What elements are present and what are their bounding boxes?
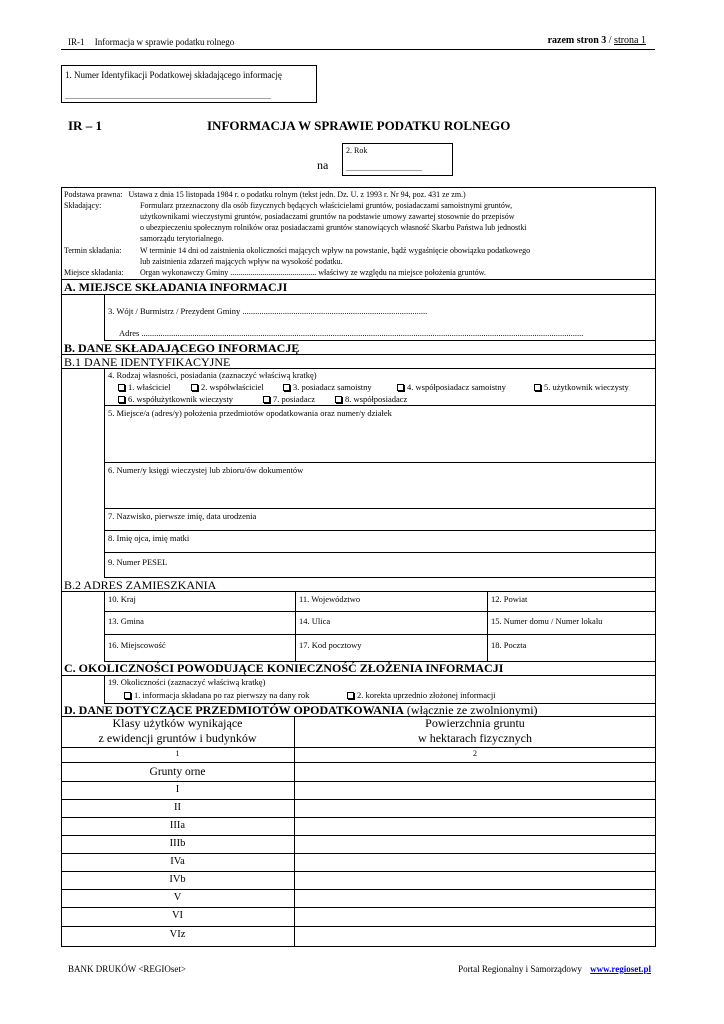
col2-number: 2 xyxy=(473,749,477,758)
option-owner[interactable] xyxy=(118,382,170,392)
page-title: INFORMACJA W SPRAWIE PODATKU ROLNEGO xyxy=(207,118,511,133)
year-label: 2. Rok xyxy=(346,146,368,155)
option-holder-label: 7. posiadacz xyxy=(273,394,316,404)
basis-row xyxy=(64,190,466,200)
checkbox-icon[interactable] xyxy=(534,384,541,391)
b2-title: B.2 ADRES ZAMIESZKANIA xyxy=(64,578,217,592)
filer-line-3: o ubezpieczeniu społecznym rolników oraz posiadaczami gruntów stanowiących własność Skarbu Państwa lub jednostki xyxy=(140,223,527,232)
row-class-ivb: IVb xyxy=(169,874,186,885)
field7-box[interactable] xyxy=(104,508,656,531)
option-independent-holder-label: 3. posiadacz samoistny xyxy=(293,382,372,392)
option-holder[interactable] xyxy=(263,394,315,404)
section-a-title: A. MIEJSCE SKŁADANIA INFORMACJI xyxy=(64,280,288,294)
col1-number: 1 xyxy=(175,749,180,758)
option-first-filing-label: 1. informacja składana po raz pierwszy na dany rok xyxy=(134,690,310,700)
col2-header-line1: Powierzchnia gruntu xyxy=(425,716,525,730)
option-perpetual-user[interactable] xyxy=(534,382,629,392)
option-co-holder[interactable] xyxy=(335,394,407,404)
col1-header-line2: z ewidencji gruntów i budynków xyxy=(98,731,257,745)
field19-box xyxy=(104,675,656,704)
section-d-title xyxy=(64,703,538,717)
city-field[interactable]: 16. Miejscowość xyxy=(108,640,166,650)
checkbox-icon[interactable] xyxy=(335,396,342,403)
form-title: Informacja w sprawie podatku rolnego xyxy=(94,37,235,47)
basis-label: Podstawa prawna: xyxy=(64,190,123,199)
field4-box xyxy=(104,368,656,406)
footer-link[interactable]: www.regioset.pl xyxy=(590,964,651,974)
address-label: Adres ................................................................................................................................................................................................................ xyxy=(119,328,584,338)
option-correction-label: 2. korekta uprzednio złożonej informacji xyxy=(357,690,496,700)
post-office-field[interactable]: 18. Poczta xyxy=(491,640,527,650)
row-line xyxy=(61,871,656,872)
commune-field[interactable]: 13. Gmina xyxy=(108,616,144,626)
deadline-line-1: W terminie 14 dni od zaistnienia okoliczności mających wpływ na powstanie, bądź wygaśnięcie obowiązku podatkowego xyxy=(140,246,531,255)
field6-label: 6. Numer/y księgi wieczystej lub zbioru/ów dokumentów xyxy=(108,465,304,475)
option-co-perpetual-user-label: 6. współużytkownik wieczysty xyxy=(128,394,234,404)
option-co-independent-holder[interactable] xyxy=(397,382,506,392)
checkbox-icon[interactable] xyxy=(118,384,125,391)
header-form-code xyxy=(68,37,234,47)
row-grunty-orne: Grunty orne xyxy=(149,766,206,778)
deadline-label: Termin składania: xyxy=(64,246,122,255)
nip-box[interactable] xyxy=(61,65,317,103)
deadline-line-2: lub zaistnienia zdarzeń mających wpływ na wysokość podatku. xyxy=(140,257,343,266)
field5-label: 5. Miejsce/a (adres/y) położenia przedmiotów opodatkowania oraz numer/y działek xyxy=(108,408,392,418)
option-first-filing[interactable] xyxy=(124,690,309,700)
row-class-vi: VI xyxy=(171,910,184,921)
row-line xyxy=(61,781,656,782)
nip-dots: ....................................................................................................... xyxy=(65,92,271,101)
voivodeship-field[interactable]: 11. Województwo xyxy=(299,594,361,604)
row-class-iiib: IIIb xyxy=(169,838,186,849)
footer-right xyxy=(458,964,651,974)
postal-code-field[interactable]: 17. Kod pocztowy xyxy=(299,640,362,650)
street-field[interactable]: 14. Ulica xyxy=(299,616,331,626)
field9-label: 9. Numer PESEL xyxy=(108,557,168,567)
filer-line-1: Formularz przeznaczony dla osób fizycznych będących właścicielami gruntów, posiadaczami samoistnymi gruntów, xyxy=(140,201,513,210)
option-independent-holder[interactable] xyxy=(283,382,372,392)
form-code-title: IR – 1 xyxy=(68,118,102,133)
field7-label: 7. Nazwisko, pierwsze imię, data urodzenia xyxy=(108,511,257,521)
basis-text: Ustawa z dnia 15 listopada 1984 r. o podatku rolnym (tekst jedn. Dz. U. z 1993 r. Nr 94, poz. 431 ze zm.) xyxy=(128,190,466,199)
address-col-line-2 xyxy=(487,591,488,662)
checkbox-icon[interactable] xyxy=(283,384,290,391)
row-line xyxy=(61,835,656,836)
row-line xyxy=(61,889,656,890)
field19-label: 19. Okoliczności (zaznaczyć właściwą kratkę) xyxy=(108,677,266,687)
filer-line-4: samorządu terytorialnego. xyxy=(140,234,224,243)
address-grid xyxy=(104,591,656,662)
field3-box[interactable] xyxy=(104,294,656,341)
nip-label: 1. Numer Identyfikacji Podatkowej składającego informację xyxy=(65,70,282,80)
year-dots: ...................................... xyxy=(346,164,422,173)
row-class-iiia: IIIa xyxy=(169,820,186,831)
field4-label: 4. Rodzaj własności, posiadania (zaznaczyć właściwą kratkę) xyxy=(108,370,317,380)
row-class-v: V xyxy=(173,892,182,903)
field8-box[interactable] xyxy=(104,530,656,553)
row-line xyxy=(61,926,656,927)
table-number-line xyxy=(61,762,656,763)
col1-header-line1: Klasy użytków wynikające xyxy=(112,716,243,730)
country-field[interactable]: 10. Kraj xyxy=(108,594,136,604)
field6-box[interactable] xyxy=(104,462,656,509)
section-d-title-main: D. DANE DOTYCZĄCE PRZEDMIOTÓW OPODATKOWANIA xyxy=(64,703,404,717)
address-row-line-1 xyxy=(104,611,656,612)
field3-label: 3. Wójt / Burmistrz / Prezydent Gminy ....................................................................................... xyxy=(108,306,428,316)
option-perpetual-user-label: 5. użytkownik wieczysty xyxy=(544,382,629,392)
year-prefix: na xyxy=(317,158,329,172)
section-b-title: B. DANE SKŁADAJĄCEGO INFORMACJĘ xyxy=(64,341,300,355)
section-c-title: C. OKOLICZNOŚCI POWODUJĄCE KONIECZNOŚĆ ZŁOŻENIA INFORMACJI xyxy=(64,661,504,675)
year-box[interactable] xyxy=(342,143,453,176)
field5-box[interactable] xyxy=(104,405,656,463)
row-class-i: I xyxy=(175,784,180,795)
option-co-independent-holder-label: 4. współposiadacz samoistny xyxy=(407,382,506,392)
row-class-ii: II xyxy=(174,802,181,813)
checkbox-icon[interactable] xyxy=(118,396,125,403)
field8-label: 8. Imię ojca, imię matki xyxy=(108,533,190,543)
footer-left: BANK DRUKÓW <REGIOset> xyxy=(68,964,186,974)
option-owner-label: 1. właściciel xyxy=(128,382,171,392)
pages-total: razem stron 3 xyxy=(547,35,607,46)
section-d-title-suffix: (włącznie ze zwolnionymi) xyxy=(406,703,538,717)
address-row-line-2 xyxy=(104,634,656,635)
row-line xyxy=(61,907,656,908)
checkbox-icon[interactable] xyxy=(124,692,131,699)
district-field[interactable]: 12. Powiat xyxy=(491,594,528,604)
house-number-field[interactable]: 15. Numer domu / Numer lokalu xyxy=(491,616,603,626)
checkbox-icon[interactable] xyxy=(191,384,198,391)
header-underline xyxy=(61,49,655,50)
place-label: Miejsce składania: xyxy=(64,268,124,277)
footer-portal-text: Portal Regionalny i Samorządowy xyxy=(458,964,582,974)
filer-label: Składający: xyxy=(64,201,102,210)
row-class-viz: VIz xyxy=(169,929,186,940)
table-header-line xyxy=(61,747,656,748)
field9-box[interactable] xyxy=(104,552,656,578)
row-line xyxy=(61,799,656,800)
option-correction[interactable] xyxy=(347,690,496,700)
checkbox-icon[interactable] xyxy=(397,384,404,391)
form-code: IR-1 xyxy=(68,37,85,47)
option-co-perpetual-user[interactable] xyxy=(118,394,233,404)
checkbox-icon[interactable] xyxy=(347,692,354,699)
page-current: strona 1 xyxy=(614,35,646,46)
option-co-owner-label: 2. współwłaściciel xyxy=(201,382,264,392)
page-counter: razem stron 3 / strona 1 xyxy=(547,35,646,46)
col2-header-line2: w hektarach fizycznych xyxy=(418,731,532,745)
b1-title: B.1 DANE IDENTYFIKACYJNE xyxy=(64,355,231,369)
checkbox-icon[interactable] xyxy=(263,396,270,403)
option-co-holder-label: 8. współposiadacz xyxy=(345,394,408,404)
row-line xyxy=(61,817,656,818)
address-col-line-1 xyxy=(295,591,296,662)
filer-line-2: użytkownikami wieczystymi gruntów, posiadaczami gruntów na podstawie umowy zawartej stosownie do przepisów xyxy=(140,212,515,221)
place-text: Organ wykonawczy Gminy ........................................... właściwy ze względu na miejsce położenia gruntów. xyxy=(140,268,486,277)
row-line xyxy=(61,853,656,854)
option-co-owner[interactable] xyxy=(191,382,264,392)
row-class-iva: IVa xyxy=(170,856,185,867)
